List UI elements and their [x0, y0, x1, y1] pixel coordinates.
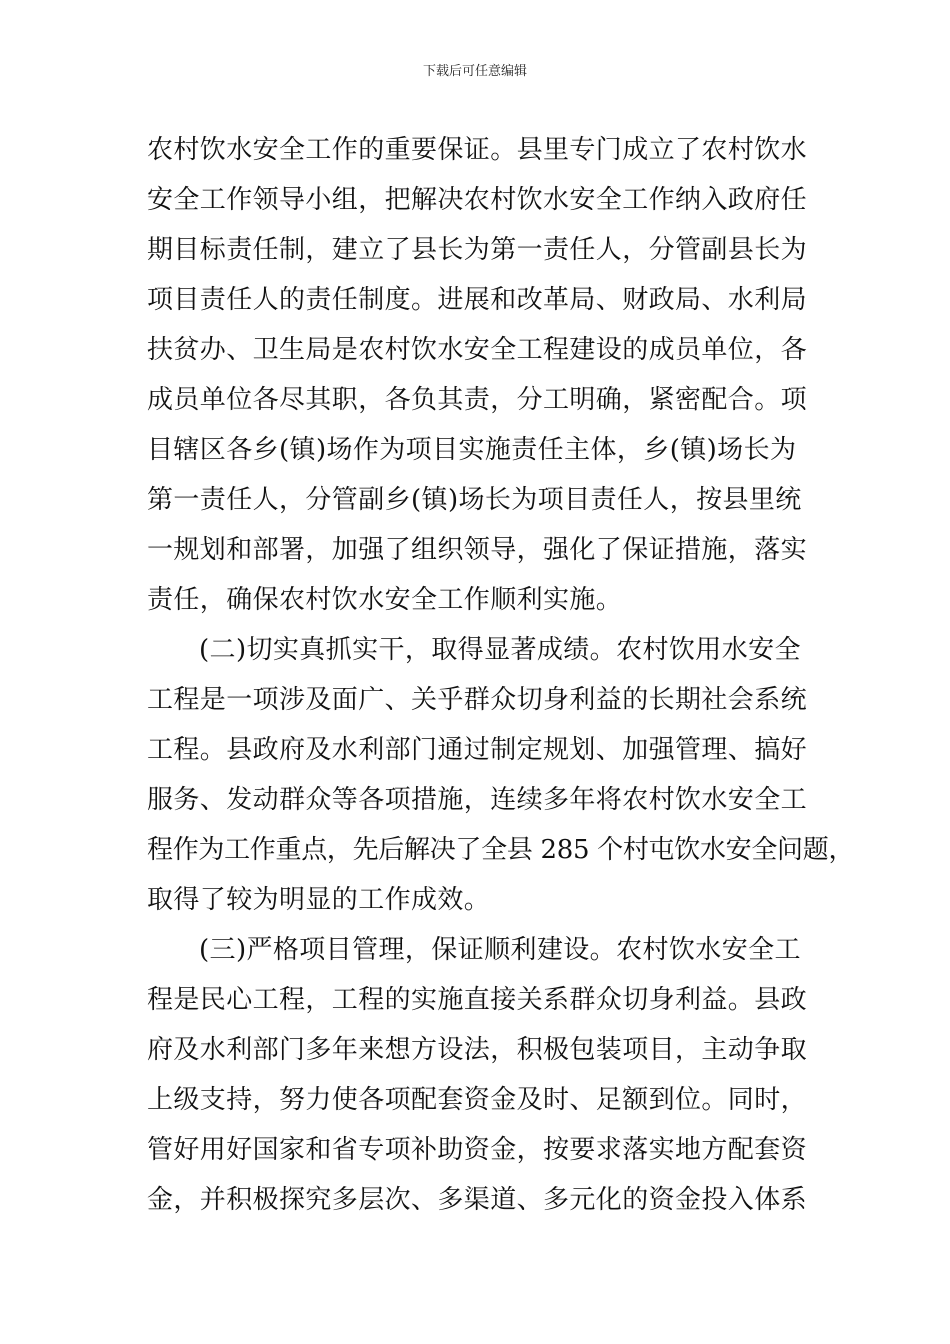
- text-line: 程是民心工程，工程的实施直接关系群众切身利益。县政: [147, 985, 808, 1015]
- text-line: 农村饮水安全工作的重要保证。县里专门成立了农村饮水: [147, 135, 808, 165]
- text-line: 目辖区各乡(镇)场作为项目实施责任主体，乡(镇)场长为: [147, 435, 797, 465]
- text-line: 府及水利部门多年来想方设法，积极包装项目，主动争取: [147, 1035, 808, 1065]
- text-line: 期目标责任制，建立了县长为第一责任人，分管副县长为: [147, 235, 808, 265]
- text-line: 工程是一项涉及面广、关乎群众切身利益的长期社会系统: [147, 685, 808, 715]
- text-line: 服务、发动群众等各项措施，连续多年将农村饮水安全工: [147, 785, 808, 815]
- text-line: 取得了较为明显的工作成效。: [147, 885, 491, 915]
- text-line: 工程。县政府及水利部门通过制定规划、加强管理、搞好: [147, 735, 808, 765]
- text-line: 项目责任人的责任制度。进展和改革局、财政局、水利局: [147, 285, 808, 315]
- text-line: 一规划和部署，加强了组织领导，强化了保证措施，落实: [147, 535, 808, 565]
- text-line: 第一责任人，分管副乡(镇)场长为项目责任人，按县里统: [147, 485, 802, 515]
- text-line: 管好用好国家和省专项补助资金，按要求落实地方配套资: [147, 1135, 808, 1165]
- text-line: 安全工作领导小组，把解决农村饮水安全工作纳入政府任: [147, 185, 808, 215]
- paragraph-start-line: (二)切实真抓实干，取得显著成绩。农村饮用水安全: [199, 635, 801, 665]
- text-line: 上级支持，努力使各项配套资金及时、足额到位。同时，: [147, 1085, 808, 1115]
- page-header: 下载后可任意编辑: [422, 64, 527, 79]
- text-line: 程作为工作重点，先后解决了全县 285 个村屯饮水安全问题，: [147, 835, 855, 865]
- text-line: 金，并积极探究多层次、多渠道、多元化的资金投入体系: [147, 1185, 808, 1215]
- text-line: 责任，确保农村饮水安全工作顺利实施。: [147, 585, 623, 615]
- text-line: 成员单位各尽其职，各负其责，分工明确，紧密配合。项: [147, 385, 808, 415]
- text-line: 扶贫办、卫生局是农村饮水安全工程建设的成员单位，各: [147, 335, 808, 365]
- paragraph-start-line: (三)严格项目管理，保证顺利建设。农村饮水安全工: [199, 935, 801, 965]
